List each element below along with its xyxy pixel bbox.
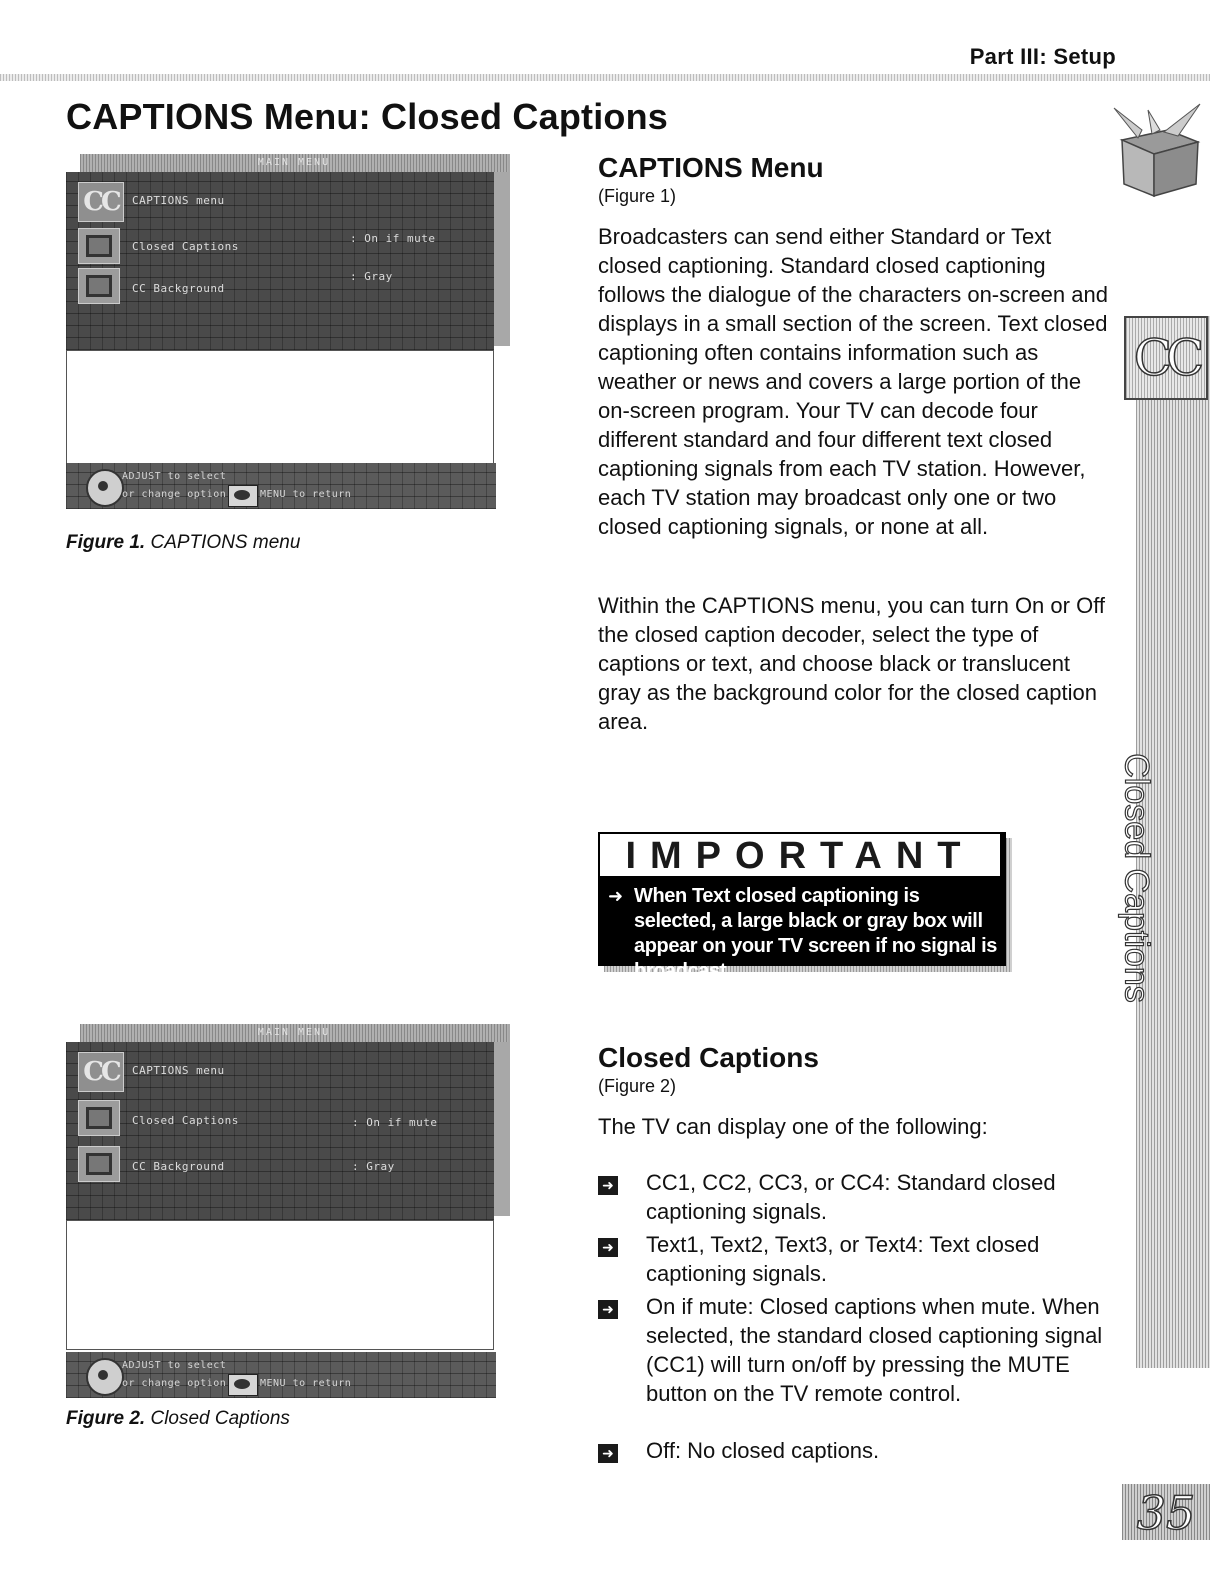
page-title: CAPTIONS Menu: Closed Captions <box>66 96 669 137</box>
list-item: Off: No closed captions. <box>646 1438 880 1463</box>
menu-row-value: : Gray <box>350 270 393 283</box>
menu-row-label: CAPTIONS menu <box>132 1064 225 1077</box>
figure1-caption <box>66 532 300 554</box>
menu-title: MAIN MENU <box>80 154 508 172</box>
adjust-icon <box>86 1358 124 1396</box>
adjust-icon <box>86 469 124 507</box>
list-item: Text1, Text2, Text3, or Text4: Text closed captioning signals. <box>646 1232 1040 1286</box>
important-box <box>598 832 1012 982</box>
menu-row-label: Closed Captions <box>132 1114 239 1127</box>
hint-text: ADJUST to select <box>122 471 227 482</box>
figure-number: Figure 1. <box>66 532 146 553</box>
list-item: CC1, CC2, CC3, or CC4: Standard closed captioning signals. <box>646 1170 1056 1224</box>
hint-text: MENU to return <box>260 1378 352 1389</box>
menu-row-value: : On if mute <box>350 232 436 245</box>
tv-icon <box>78 228 120 264</box>
tv-icon <box>78 268 120 304</box>
captions-menu-paragraph: Within the CAPTIONS menu, you can turn On or Off the closed caption decoder, select the type of captions or text, and choose black or translucent gray as the background color for the closed caption area. <box>598 593 1106 734</box>
captions-menu-heading: CAPTIONS Menu <box>598 152 824 183</box>
box-illustration-icon <box>1108 100 1204 200</box>
important-text: When Text closed captioning is selected, a large black or gray box will appear on your TV screen if no signal is broadcast. <box>634 885 997 982</box>
menu-row-label: CAPTIONS menu <box>132 194 225 207</box>
tv-icon <box>78 1100 120 1136</box>
important-heading: IMPORTANT <box>600 834 1000 876</box>
bullet-arrow-icon: ➜ <box>598 1444 618 1463</box>
menu-row-value: : Gray <box>352 1160 395 1173</box>
closed-captions-figref: (Figure 2) <box>598 1076 677 1096</box>
figure-number: Figure 2. <box>66 1408 146 1429</box>
figure-caption-text: CAPTIONS menu <box>150 532 301 553</box>
figure1-menu-screenshot <box>66 154 511 511</box>
menu-row-label: CC Background <box>132 282 225 295</box>
header-rule <box>0 74 1210 81</box>
menu-panel <box>66 172 494 350</box>
menu-row-value: : On if mute <box>352 1116 438 1129</box>
bullet-arrow-icon: ➜ <box>598 1238 618 1257</box>
tv-screen-area <box>66 350 494 464</box>
hint-text: or change option <box>122 489 227 500</box>
menu-panel <box>66 1042 494 1220</box>
list-item: On if mute: Closed captions when mute. When selected, the standard closed captioning signal (CC1) will turn on/off by pressing the MUTE button on the TV remote control. <box>646 1294 1103 1406</box>
part-header: Part III: Setup <box>969 44 1116 69</box>
bullet-arrow-icon: ➜ <box>598 1300 618 1319</box>
section-tab-label: Closed Captions <box>1117 753 1156 1003</box>
menu-hint-bar <box>66 463 496 509</box>
menu-row-label: CC Background <box>132 1160 225 1173</box>
tv-icon <box>78 1146 120 1182</box>
page-number: 35 <box>1122 1484 1210 1540</box>
cc-icon: CC <box>1124 316 1208 400</box>
closed-captions-intro: The TV can display one of the following: <box>598 1114 988 1139</box>
menu-row-label: Closed Captions <box>132 240 239 253</box>
cc-icon: CC <box>78 182 124 222</box>
menu-button-icon <box>228 1374 258 1396</box>
menu-button-icon <box>228 485 258 507</box>
figure-caption-text: Closed Captions <box>150 1408 290 1429</box>
hint-text: or change option <box>122 1378 227 1389</box>
hint-text: MENU to return <box>260 489 352 500</box>
figure2-caption <box>66 1408 290 1430</box>
menu-title: MAIN MENU <box>80 1024 508 1042</box>
arrow-right-icon: ➜ <box>608 886 624 906</box>
figure2-menu-screenshot <box>66 1024 511 1389</box>
captions-menu-paragraph: Broadcasters can send either Standard or Text closed captioning. Standard closed captioning follows the dialogue of the characters on-screen and displays in a small section of the screen. Text closed captioning often contains information such as weather or news and covers a large portion of the on-screen program. Your TV can decode four different standard and four different text closed captioning signals from each TV station. However, each TV station may broadcast only one or two closed captioning signals, or none at all. <box>598 224 1108 539</box>
hint-text: ADJUST to select <box>122 1360 227 1371</box>
tv-screen-area <box>66 1220 494 1350</box>
closed-captions-heading: Closed Captions <box>598 1042 819 1073</box>
cc-icon: CC <box>78 1052 124 1092</box>
menu-hint-bar <box>66 1352 496 1398</box>
captions-menu-figref: (Figure 1) <box>598 186 677 206</box>
bullet-arrow-icon: ➜ <box>598 1176 618 1195</box>
